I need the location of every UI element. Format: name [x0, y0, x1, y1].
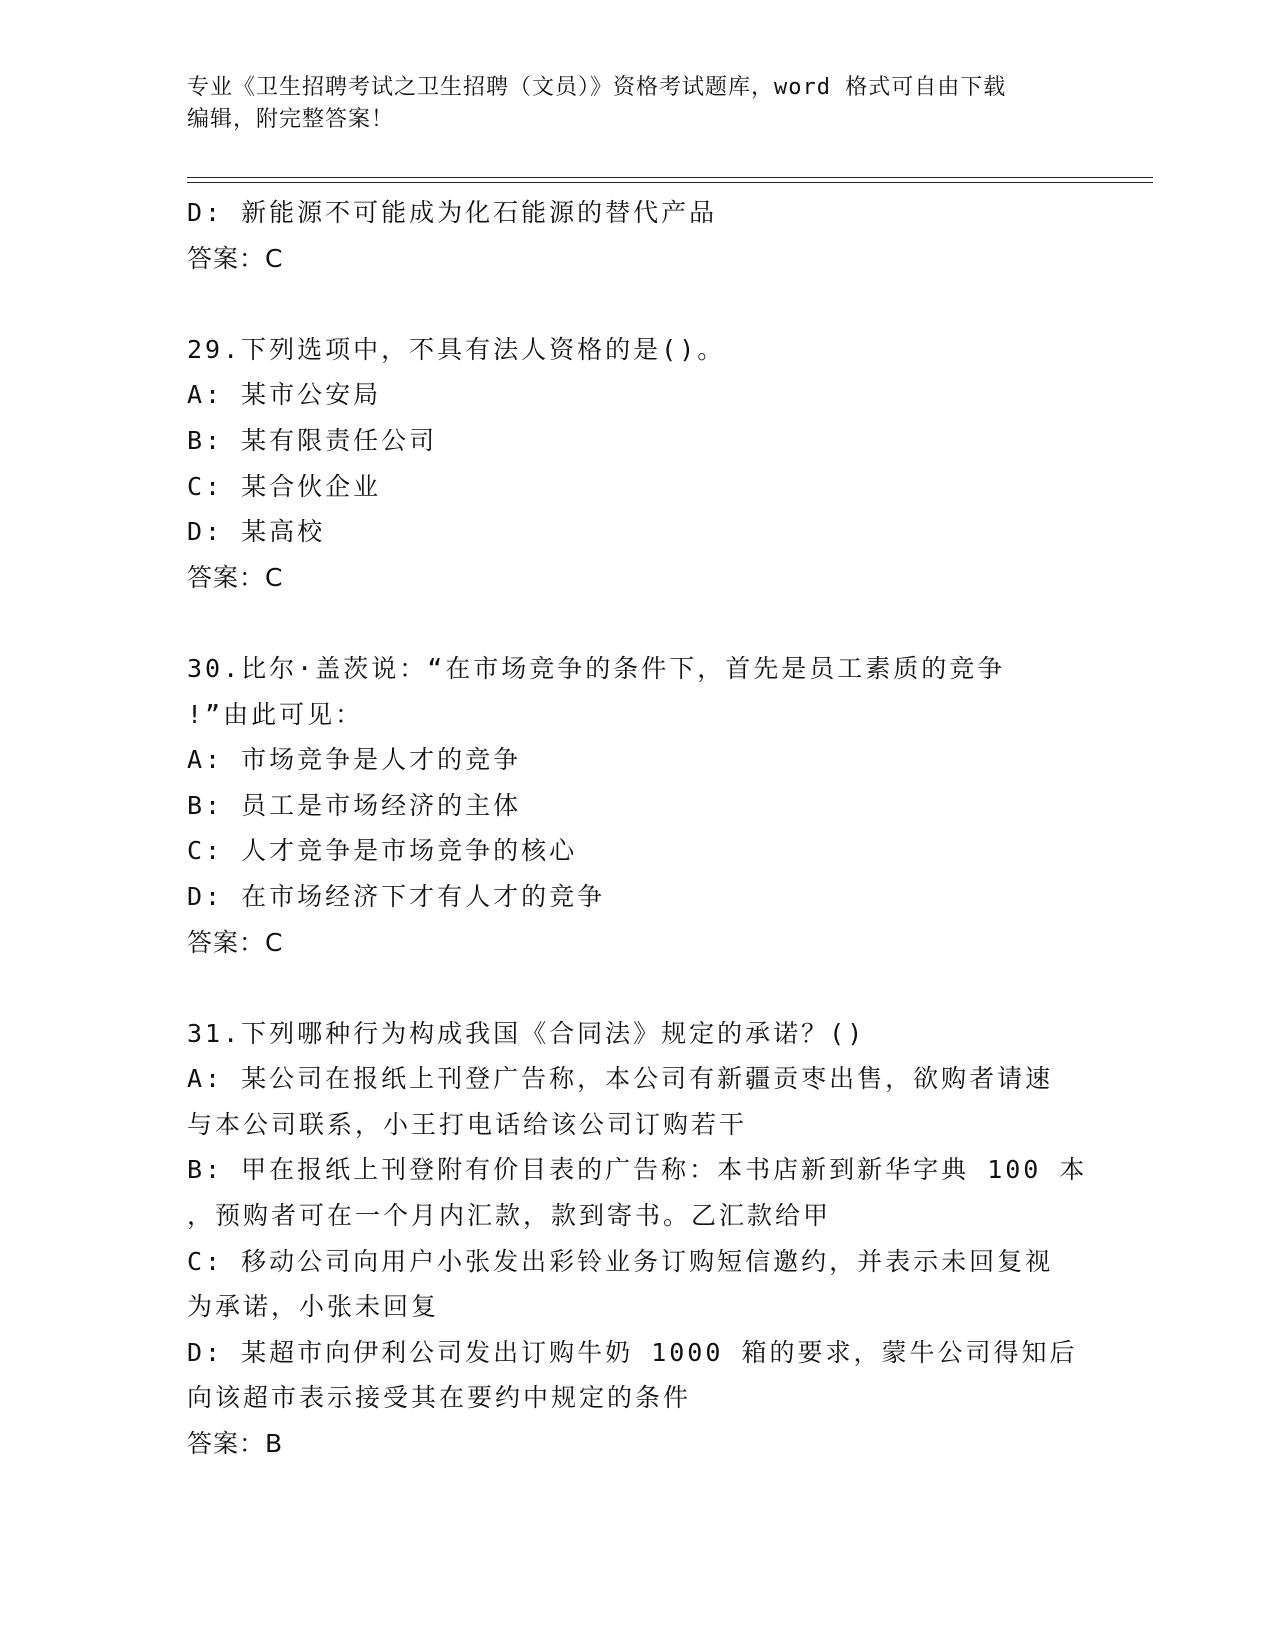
document-header	[187, 72, 1087, 136]
option-c: C: 某合伙企业	[187, 471, 382, 501]
question-31	[187, 1011, 1087, 1467]
option-a-line-2: 与本公司联系，小王打电话给该公司订购若干	[187, 1109, 748, 1139]
question-30	[187, 646, 1087, 965]
question-stem: 31.下列哪种行为构成我国《合同法》规定的承诺？()	[187, 1018, 866, 1048]
spacer	[187, 281, 1087, 327]
question-29	[187, 327, 1087, 601]
option-b-line-1: B: 甲在报纸上刊登附有价目表的广告称：本书店新到新华字典 100 本	[187, 1155, 1088, 1185]
spacer	[187, 965, 1087, 1011]
spacer	[187, 600, 1087, 646]
header-line-2: 编辑，附完整答案！	[187, 107, 395, 132]
question-stem-line-1: 30.比尔·盖茨说：“在市场竞争的条件下，首先是员工素质的竞争	[187, 653, 1006, 683]
answer-line: 答案：C	[187, 243, 284, 273]
option-d: D: 在市场经济下才有人才的竞争	[187, 881, 606, 911]
option-a: A: 市场竞争是人才的竞争	[187, 745, 522, 775]
option-c-line-1: C: 移动公司向用户小张发出彩铃业务订购短信邀约，并表示未回复视	[187, 1246, 1054, 1276]
answer-line: 答案：B	[187, 1429, 284, 1459]
option-c: C: 人才竞争是市场竞争的核心	[187, 836, 578, 866]
option-c-line-2: 为承诺，小张未回复	[187, 1292, 440, 1322]
header-rule-bottom	[187, 182, 1153, 183]
previous-question-tail	[187, 190, 1087, 281]
question-stem: 29.下列选项中，不具有法人资格的是()。	[187, 334, 726, 364]
option-a: A: 某市公安局	[187, 380, 382, 410]
option-b: B: 某有限责任公司	[187, 425, 438, 455]
option-a-line-1: A: 某公司在报纸上刊登广告称，本公司有新疆贡枣出售，欲购者请速	[187, 1064, 1054, 1094]
header-line-1: 专业《卫生招聘考试之卫生招聘（文员）》资格考试题库，word 格式可自由下载	[187, 75, 1007, 100]
header-rule-top	[187, 177, 1153, 178]
option-d-line-1: D: 某超市向伊利公司发出订购牛奶 1000 箱的要求，蒙牛公司得知后	[187, 1337, 1078, 1367]
option-b-line-2: ，预购者可在一个月内汇款，款到寄书。乙汇款给甲	[187, 1201, 832, 1231]
option-d: D: 某高校	[187, 517, 326, 547]
question-stem-line-2: !”由此可见：	[187, 699, 364, 729]
option-b: B: 员工是市场经济的主体	[187, 790, 522, 820]
answer-line: 答案：C	[187, 562, 284, 592]
option-d: D: 新能源不可能成为化石能源的替代产品	[187, 198, 718, 227]
question-content	[187, 190, 1087, 1467]
option-d-line-2: 向该超市表示接受其在要约中规定的条件	[187, 1383, 692, 1413]
answer-line: 答案：C	[187, 927, 284, 957]
